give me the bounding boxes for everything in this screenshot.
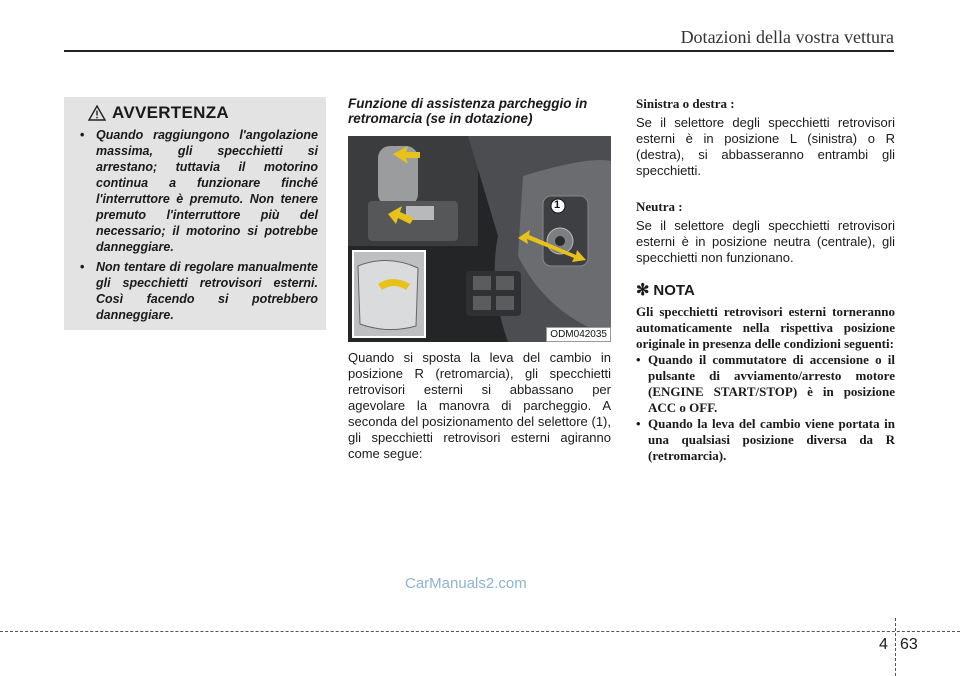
warning-title: AVVERTENZA xyxy=(112,103,229,122)
warning-triangle-icon xyxy=(88,105,106,121)
nota-list xyxy=(636,352,895,464)
warning-item-text: Quando raggiungono l'angolazione massima, gli specchietti si arrestano; tuttavia il motorino continua a funzionare finché l'interruttore è premuto. Non tenere premuto l'interruttore più del necessario; il motorino si potrebbe danneggiare. xyxy=(96,128,318,254)
footer-separator xyxy=(895,618,896,676)
nota-item-text: Quando il commutatore di accensione o il pulsante di avviamento/arresto motore (ENGINE START/STOP) è in posizione ACC o OFF. xyxy=(648,352,895,415)
nota-intro: Gli specchietti retrovisori esterni torneranno automaticamente nella rispettiva posizione originale in presenza delle condizioni seguenti: xyxy=(636,304,895,351)
page-number: 63 xyxy=(900,636,918,653)
bullet-icon: • xyxy=(80,260,85,274)
callout-number: 1 xyxy=(554,199,561,211)
nota-block xyxy=(636,280,895,464)
sinistra-body: Se il selettore degli specchietti retrovisori esterni è in posizione L (sinistra) o R (destra), si abbasseranno entrambi gli specchietti. xyxy=(636,115,895,178)
watermark-link[interactable]: CarManuals2.com xyxy=(405,575,527,592)
nota-item-text: Quando la leva del cambio viene portata in una qualsiasi posizione diversa da R (retromarcia). xyxy=(648,416,895,463)
section-heading: Funzione di assistenza parcheggio in retromarcia (se in dotazione) xyxy=(348,96,588,126)
asterisk-icon: ✻ xyxy=(636,282,650,299)
figure-illustration xyxy=(348,136,611,342)
nota-item xyxy=(636,416,895,464)
bullet-icon: • xyxy=(636,416,641,431)
warning-title-row xyxy=(88,103,318,123)
nota-header xyxy=(636,280,895,300)
header-rule xyxy=(64,50,894,52)
bullet-icon: • xyxy=(80,128,85,142)
bullet-icon: • xyxy=(636,352,641,367)
warning-box xyxy=(64,97,326,330)
page-header-title: Dotazioni della vostra vettura xyxy=(680,27,894,47)
warning-item xyxy=(74,259,318,323)
sinistra-block xyxy=(636,96,895,179)
nota-item xyxy=(636,352,895,416)
sinistra-title: Sinistra o destra : xyxy=(636,96,735,111)
footer-rule xyxy=(0,631,960,632)
neutra-block xyxy=(636,199,895,266)
chapter-number: 4 xyxy=(879,636,888,653)
figure-photo xyxy=(348,136,611,342)
figure-code: ODM042035 xyxy=(546,327,611,342)
neutra-title: Neutra : xyxy=(636,199,683,214)
nota-title: NOTA xyxy=(653,281,695,299)
warning-list xyxy=(74,127,318,323)
warning-item xyxy=(74,127,318,255)
warning-item-text: Non tentare di regolare manualmente gli specchietti retrovisori esterni. Così facendo si potrebbero danneggiare. xyxy=(96,260,318,322)
section-body: Quando si sposta la leva del cambio in posizione R (retromarcia), gli specchietti retrovisori esterni si abbassano per agevolare la manovra di parcheggio. A seconda del posizionamento del selettore (1), gli specchietti retrovisori esterni agiranno come segue: xyxy=(348,350,611,461)
neutra-body: Se il selettore degli specchietti retrovisori esterni è in posizione neutra (centrale), gli specchietti non funzionano. xyxy=(636,218,895,265)
